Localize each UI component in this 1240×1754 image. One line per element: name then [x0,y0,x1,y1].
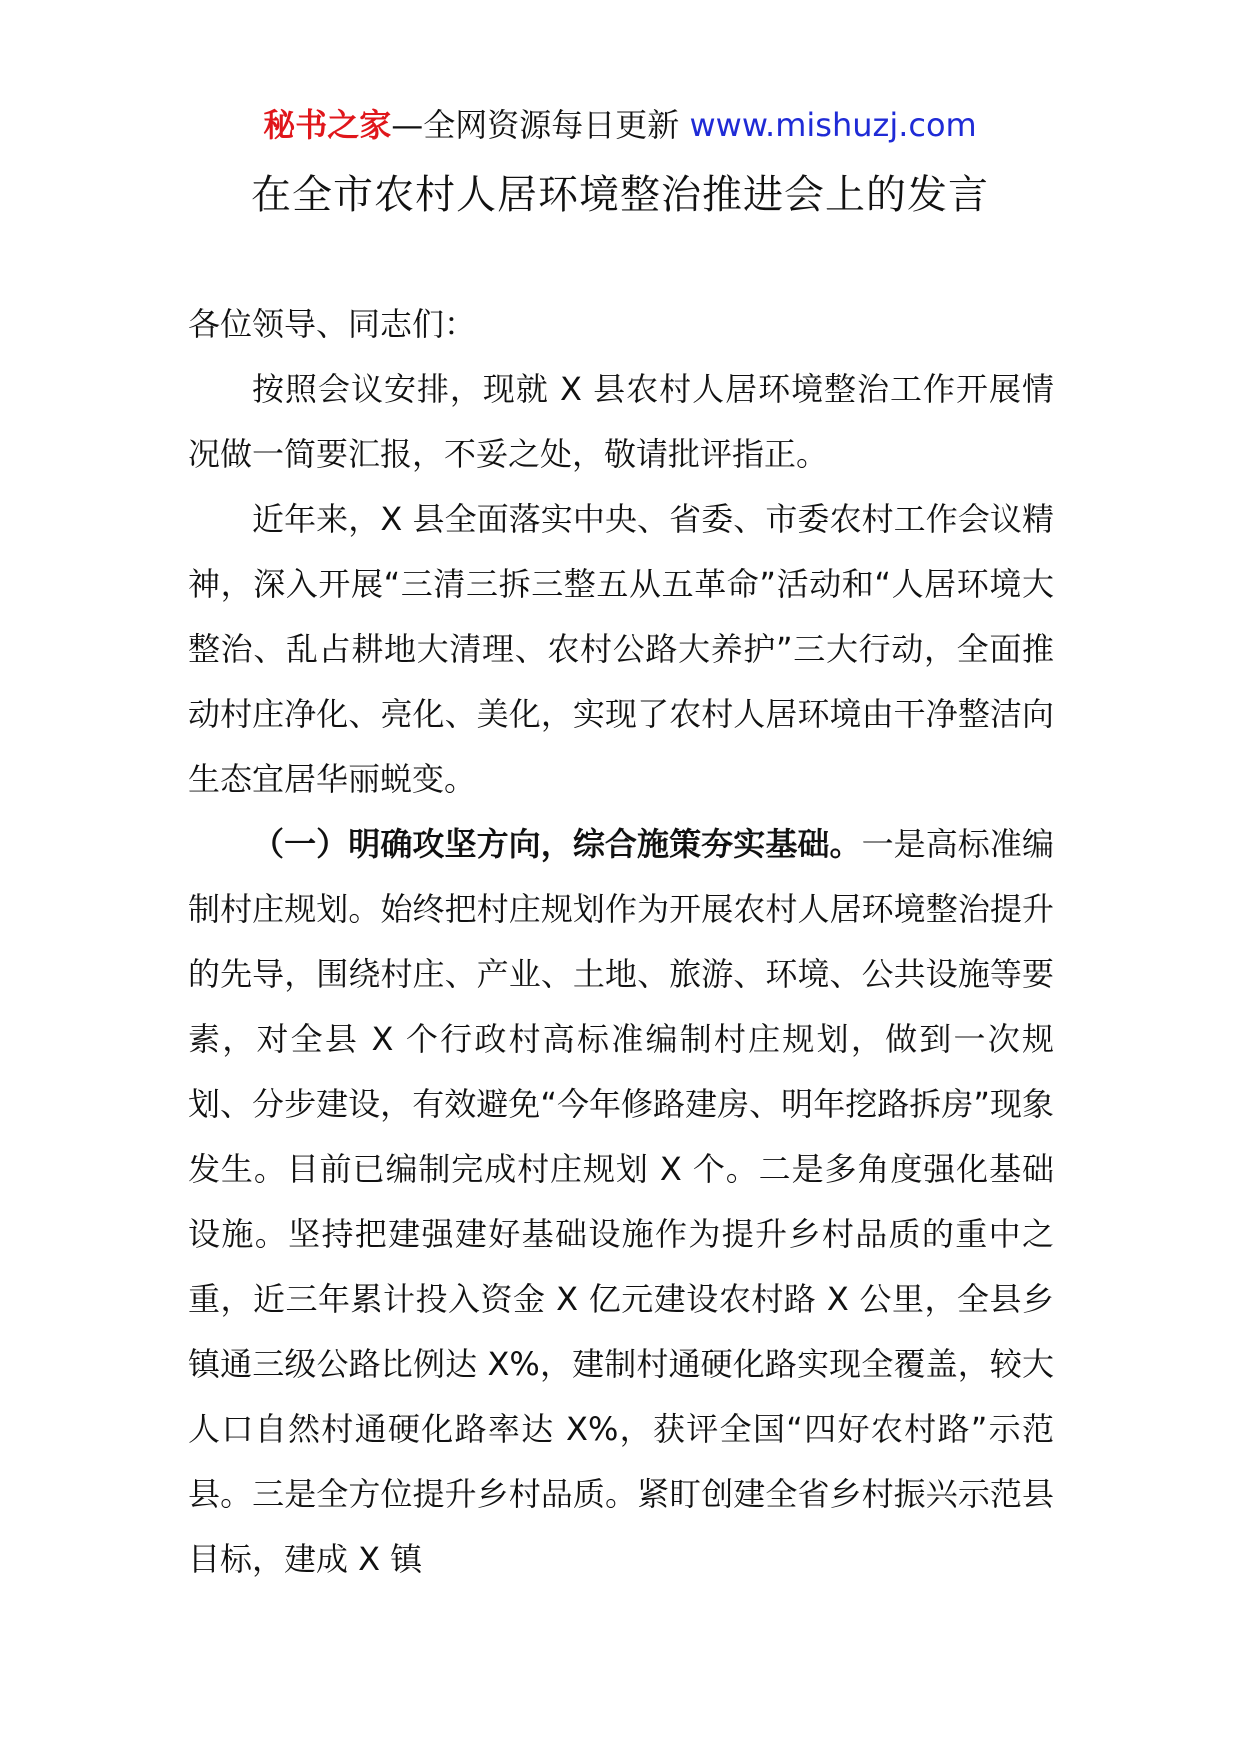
site-header [0,100,1240,150]
salutation: 各位领导、同志们： [188,305,477,343]
section-1-heading: （一）明确攻坚方向，综合施策夯实基础。 [252,825,862,863]
paragraph-section-1 [188,812,1054,1592]
paragraph-overview: 近年来，X 县全面落实中央、省委、市委农村工作会议精神，深入开展“三清三拆三整五从五革命”活动和“人居环境大整治、乱占耕地大清理、农村公路大养护”三大行动，全面推动村庄净化、亮化、美化，实现了农村人居环境由干净整洁向生态宜居华丽蜕变。 [188,500,1054,798]
paragraph-intro: 按照会议安排，现就 X 县农村人居环境整治工作开展情况做一简要汇报，不妥之处，敬请批评指正。 [188,370,1054,473]
document-title: 在全市农村人居环境整治推进会上的发言 [251,172,989,218]
header-tagline: —全网资源每日更新 [391,106,690,144]
document-body [188,292,1054,1592]
site-url-link[interactable]: www.mishuzj.com [689,106,977,144]
section-1-body: 一是高标准编制村庄规划。始终把村庄规划作为开展农村人居环境整治提升的先导，围绕村庄、产业、土地、旅游、环境、公共设施等要素，对全县 X 个行政村高标准编制村庄规划，做到一次规划、分步建设，有效避免“今年修路建房、明年挖路拆房”现象发生。目前已编制完成村庄规划 X 个。二是多角度强化基础设施。坚持把建强建好基础设施作为提升乡村品质的重中之重，近三年累计投入资金 X 亿元建设农村路 X 公里，全县乡镇通三级公路比例达 X%，建制村通硬化路实现全覆盖，较大人口自然村通硬化路率达 X%，获评全国“四好农村路”示范县。三是全方位提升乡村品质。紧盯创建全省乡村振兴示范县目标，建成 X 镇 [188,825,1054,1578]
brand-name: 秘书之家 [263,106,392,144]
